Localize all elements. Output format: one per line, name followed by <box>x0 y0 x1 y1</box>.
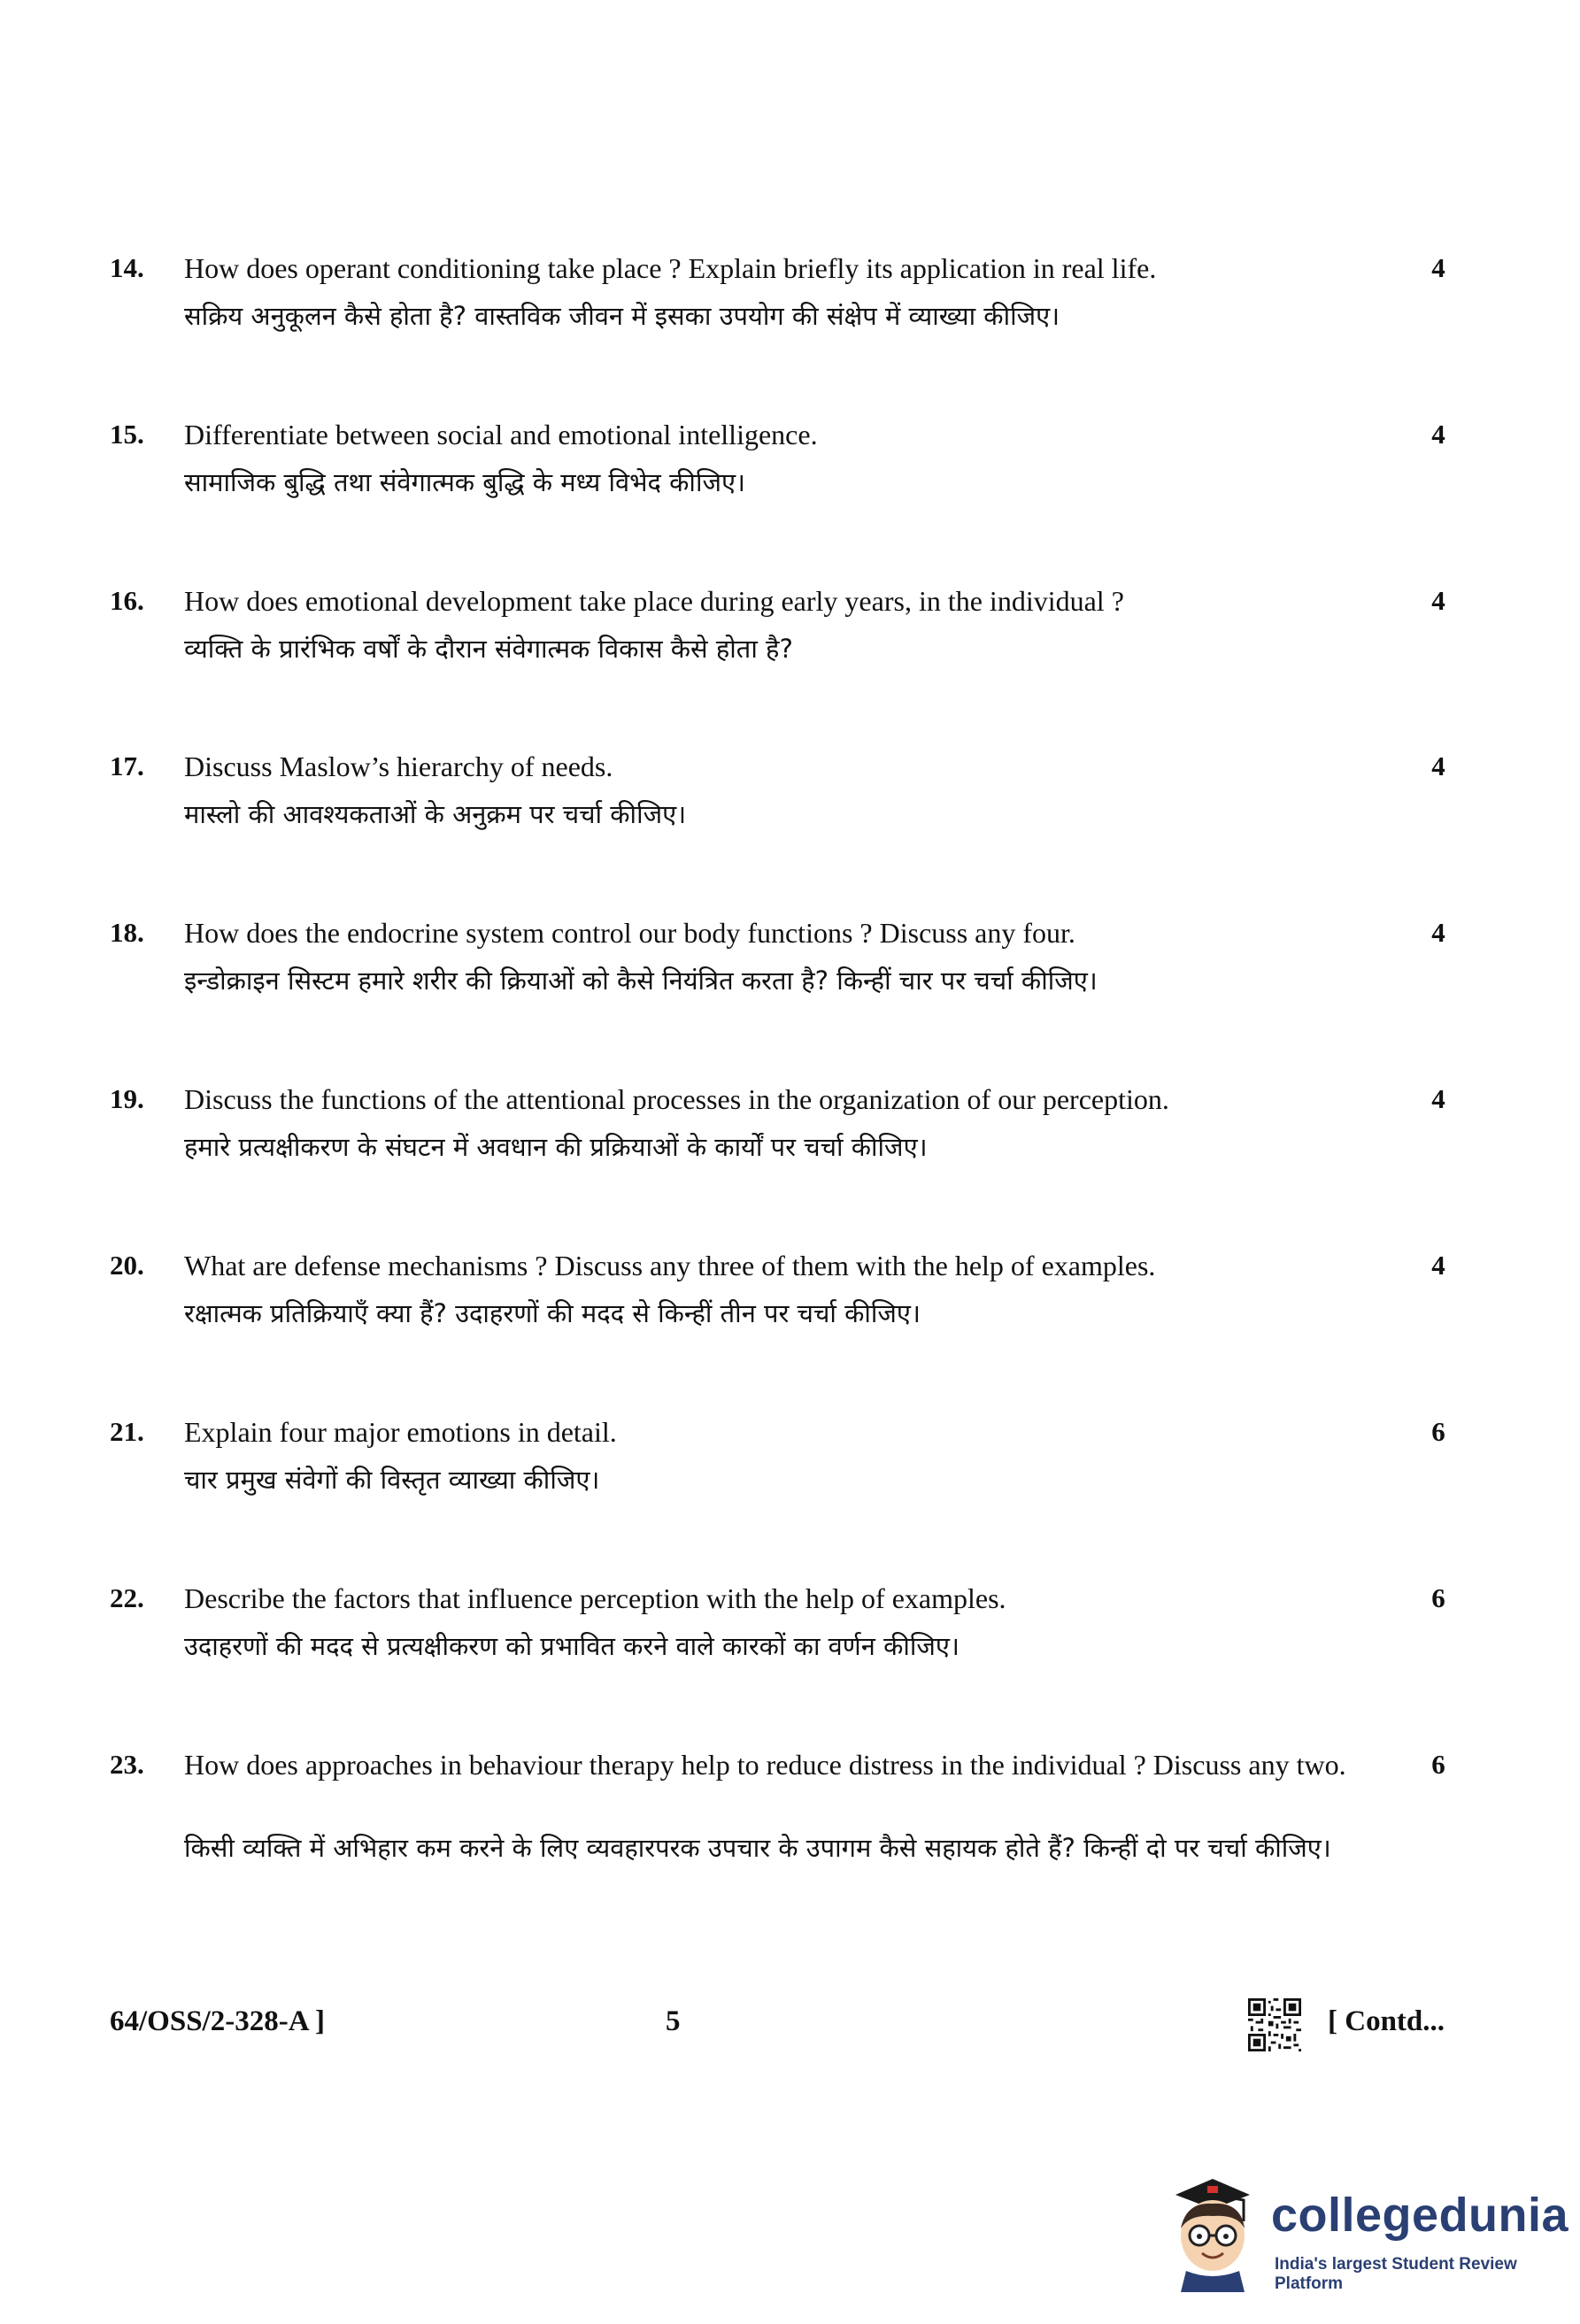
question-text-hindi: हमारे प्रत्यक्षीकरण के संघटन में अवधान की प्रक्रियाओं के कार्यों पर चर्चा कीजिए। <box>184 1132 928 1162</box>
question-23 <box>0 1747 1580 1924</box>
question-text-english: Discuss Maslow’s hierarchy of needs. <box>184 750 613 782</box>
question-number: 20. <box>110 1250 144 1281</box>
question-marks: 6 <box>1431 1416 1445 1447</box>
question-marks: 4 <box>1431 750 1445 781</box>
question-number: 17. <box>110 750 144 781</box>
question-text-english: Describe the factors that influence perception with the help of examples. <box>184 1582 1006 1614</box>
question-number: 16. <box>110 585 144 616</box>
question-marks: 6 <box>1431 1749 1445 1780</box>
question-text-hindi: इन्डोक्राइन सिस्टम हमारे शरीर की क्रियाओं को कैसे नियंत्रित करता है? किन्हीं चार पर चर्चा कीजिए। <box>184 966 1098 996</box>
question-marks: 4 <box>1431 419 1445 450</box>
question-text-hindi: मास्लो की आवश्यकताओं के अनुक्रम पर चर्चा कीजिए। <box>184 799 687 829</box>
page-footer <box>0 1998 1580 2051</box>
question-number: 22. <box>110 1582 144 1613</box>
question-text-english: How does emotional development take place during early years, in the individual ? <box>184 585 1124 617</box>
question-marks: 4 <box>1431 585 1445 616</box>
question-number: 19. <box>110 1083 144 1114</box>
question-marks: 4 <box>1431 1250 1445 1281</box>
question-number: 14. <box>110 252 144 283</box>
question-text-english: How does operant conditioning take place ? Explain briefly its application in real life. <box>184 252 1157 284</box>
brand-name: collegedunia <box>1271 2189 1569 2242</box>
question-text-hindi: चार प्रमुख संवेगों की विस्तृत व्याख्या कीजिए। <box>184 1465 600 1495</box>
question-text-english: What are defense mechanisms ? Discuss any three of them with the help of examples. <box>184 1250 1156 1281</box>
question-text-hindi: उदाहरणों की मदद से प्रत्यक्षीकरण को प्रभावित करने वाले कारकों का वर्णन कीजिए। <box>184 1631 960 1661</box>
question-text-english: How does approaches in behaviour therapy help to reduce distress in the individual ? Discuss any two. <box>184 1749 1346 1781</box>
question-marks: 4 <box>1431 917 1445 948</box>
question-number: 15. <box>110 419 144 450</box>
question-text-hindi: सक्रिय अनुकूलन कैसे होता है? वास्तविक जीवन में इसका उपयोग की संक्षेप में व्याख्या कीजिए। <box>184 301 1060 331</box>
question-text-english: Discuss the functions of the attentional processes in the organization of our perception. <box>184 1083 1169 1115</box>
question-18 <box>0 915 1580 1012</box>
paper-code: 64/OSS/2-328-A ] <box>110 2005 325 2037</box>
question-text-english: How does the endocrine system control our body functions ? Discuss any four. <box>184 917 1075 949</box>
question-21 <box>0 1414 1580 1512</box>
question-15 <box>0 417 1580 514</box>
student-mascot-icon <box>1160 2159 1266 2292</box>
qr-code-icon <box>1248 1998 1301 2051</box>
question-text-hindi: सामाजिक बुद्धि तथा संवेगात्मक बुद्धि के मध्य विभेद कीजिए। <box>184 467 745 497</box>
question-number: 23. <box>110 1749 144 1780</box>
question-marks: 6 <box>1431 1582 1445 1613</box>
brand-tagline: India's largest Student Review Platform <box>1275 2255 1517 2293</box>
question-marks: 4 <box>1431 1083 1445 1114</box>
question-17 <box>0 749 1580 846</box>
collegedunia-branding <box>1160 2159 1569 2301</box>
question-text-hindi: किसी व्यक्ति में अभिहार कम करने के लिए व्यवहारपरक उपचार के उपागम कैसे सहायक होते हैं? किन्हीं दो पर चर्चा कीजिए। <box>184 1833 1331 1863</box>
question-number: 18. <box>110 917 144 948</box>
question-16 <box>0 583 1580 681</box>
question-20 <box>0 1248 1580 1345</box>
continued-marker: [ Contd... <box>1328 2005 1445 2037</box>
question-text-english: Explain four major emotions in detail. <box>184 1416 617 1448</box>
question-number: 21. <box>110 1416 144 1447</box>
question-14 <box>0 250 1580 348</box>
question-text-hindi: व्यक्ति के प्रारंभिक वर्षों के दौरान संवेगात्मक विकास कैसे होता है? <box>184 634 793 664</box>
question-19 <box>0 1081 1580 1179</box>
question-22 <box>0 1581 1580 1678</box>
question-text-english: Differentiate between social and emotional intelligence. <box>184 419 818 450</box>
question-text-hindi: रक्षात्मक प्रतिक्रियाएँ क्या हैं? उदाहरणों की मदद से किन्हीं तीन पर चर्चा कीजिए। <box>184 1298 921 1328</box>
page-number: 5 <box>666 2005 681 2037</box>
question-marks: 4 <box>1431 252 1445 283</box>
